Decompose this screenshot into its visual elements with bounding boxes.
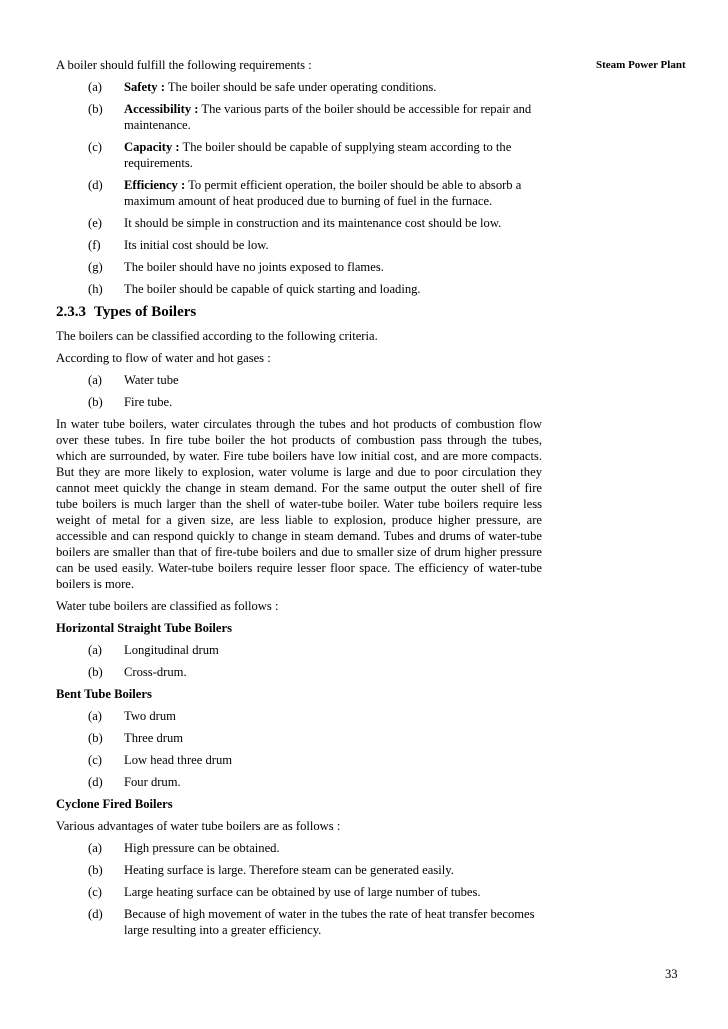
item-text: Because of high movement of water in the tubes the rate of heat transfer becomes large resulting into a greater efficiency. — [124, 907, 535, 937]
item-label: (h) — [88, 282, 103, 296]
water-tube-intro: Water tube boilers are classified as follows : — [56, 599, 279, 613]
page-number: 33 — [665, 967, 678, 981]
list-item — [56, 774, 542, 790]
item-text: The boiler should have no joints exposed to flames. — [124, 260, 384, 274]
item-label: (b) — [88, 863, 103, 877]
list-item — [56, 642, 542, 658]
advantage-item — [56, 906, 542, 938]
item-text: Two drum — [124, 709, 176, 723]
requirement-item — [56, 215, 542, 231]
item-text — [124, 177, 542, 209]
item-label: (d) — [88, 775, 103, 789]
item-label: (a) — [88, 841, 102, 855]
requirement-item — [56, 101, 542, 133]
section-number: 2.3.3 — [56, 304, 86, 320]
list-item — [56, 730, 542, 746]
requirements-intro: A boiler should fulfill the following requirements : — [56, 58, 312, 72]
requirement-item — [56, 281, 542, 297]
bent-heading: Bent Tube Boilers — [56, 687, 152, 701]
item-label: (c) — [88, 753, 102, 767]
list-item — [56, 664, 542, 680]
item-text: Longitudinal drum — [124, 643, 219, 657]
requirements-list — [56, 79, 542, 297]
item-label: (b) — [88, 395, 103, 409]
item-label: (a) — [88, 80, 102, 94]
item-term: Capacity : — [124, 140, 180, 154]
page-content — [56, 57, 542, 944]
item-label: (e) — [88, 216, 102, 230]
item-term: Safety : — [124, 80, 165, 94]
item-term: Accessibility : — [124, 102, 199, 116]
item-label: (f) — [88, 238, 101, 252]
classification-intro: The boilers can be classified according to the following criteria. — [56, 329, 378, 343]
item-label: (a) — [88, 643, 102, 657]
item-label: (d) — [88, 907, 103, 921]
item-text — [124, 79, 542, 95]
item-label: (g) — [88, 260, 103, 274]
item-text: Four drum. — [124, 775, 181, 789]
cyclone-heading: Cyclone Fired Boilers — [56, 797, 173, 811]
advantage-item — [56, 840, 542, 856]
item-text: Water tube — [124, 373, 179, 387]
comparison-paragraph: In water tube boilers, water circulates through the tubes and hot products of combustion flow over these tubes. In fire tube boiler the hot products of combustion pass through the tubes, which are surrounded, by water. Fire tube boilers have low initial cost, and are more compacts. But they are more likely to explosion, water volume is large and due to poor circulation they cannot meet quickly the change in steam demand. For the same output the outer shell of fire tube boilers is much larger than the shell of water-tube boiler. Water tube boilers require less weight of metal for a given size, are less liable to explosion, produce higher pressure, are accessible and can respond quickly to change in steam demand. Tubes and drums of water-tube boilers are smaller than that of fire-tube boilers and due to smaller size of drum higher pressure can be used easily. Water-tube boilers require lesser floor space. The efficiency of water-tube boilers is more. — [56, 417, 542, 591]
requirement-item — [56, 79, 542, 95]
item-label: (b) — [88, 102, 103, 116]
item-text: Low head three drum — [124, 753, 233, 767]
requirement-item — [56, 139, 542, 171]
requirement-item — [56, 259, 542, 275]
advantages-intro: Various advantages of water tube boilers are as follows : — [56, 819, 341, 833]
running-header: Steam Power Plant — [596, 59, 686, 71]
item-label: (a) — [88, 709, 102, 723]
item-text — [124, 139, 542, 171]
item-text: Three drum — [124, 731, 184, 745]
horizontal-heading: Horizontal Straight Tube Boilers — [56, 621, 232, 635]
item-text: Cross-drum. — [124, 665, 187, 679]
item-label: (c) — [88, 140, 102, 154]
advantage-item — [56, 884, 542, 900]
section-title: Types of Boilers — [94, 304, 197, 320]
list-item — [56, 752, 542, 768]
section-heading — [56, 303, 542, 321]
item-label: (d) — [88, 178, 103, 192]
requirement-item — [56, 177, 542, 209]
requirement-item — [56, 237, 542, 253]
item-label: (b) — [88, 665, 103, 679]
item-text: High pressure can be obtained. — [124, 841, 280, 855]
item-text: Large heating surface can be obtained by use of large number of tubes. — [124, 885, 481, 899]
item-term: Efficiency : — [124, 178, 186, 192]
item-text: It should be simple in construction and its maintenance cost should be low. — [124, 216, 502, 230]
flow-intro: According to flow of water and hot gases : — [56, 351, 271, 365]
item-label: (b) — [88, 731, 103, 745]
item-text: The boiler should be capable of quick starting and loading. — [124, 282, 421, 296]
list-item — [56, 708, 542, 724]
item-text: Its initial cost should be low. — [124, 238, 269, 252]
item-label: (a) — [88, 373, 102, 387]
item-description: The boiler should be capable of supplying steam according to the requirements. — [124, 140, 512, 170]
advantage-item — [56, 862, 542, 878]
item-description: To permit efficient operation, the boiler should be able to absorb a maximum amount of heat produced due to burning of fuel in the furnace. — [124, 178, 522, 208]
flow-type-item — [56, 372, 542, 388]
item-description: The various parts of the boiler should be accessible for repair and maintenance. — [124, 102, 532, 132]
item-text: Fire tube. — [124, 395, 173, 409]
item-label: (c) — [88, 885, 102, 899]
item-text — [124, 101, 542, 133]
item-text: Heating surface is large. Therefore steam can be generated easily. — [124, 863, 454, 877]
flow-type-item — [56, 394, 542, 410]
item-description: The boiler should be safe under operating conditions. — [164, 80, 437, 94]
